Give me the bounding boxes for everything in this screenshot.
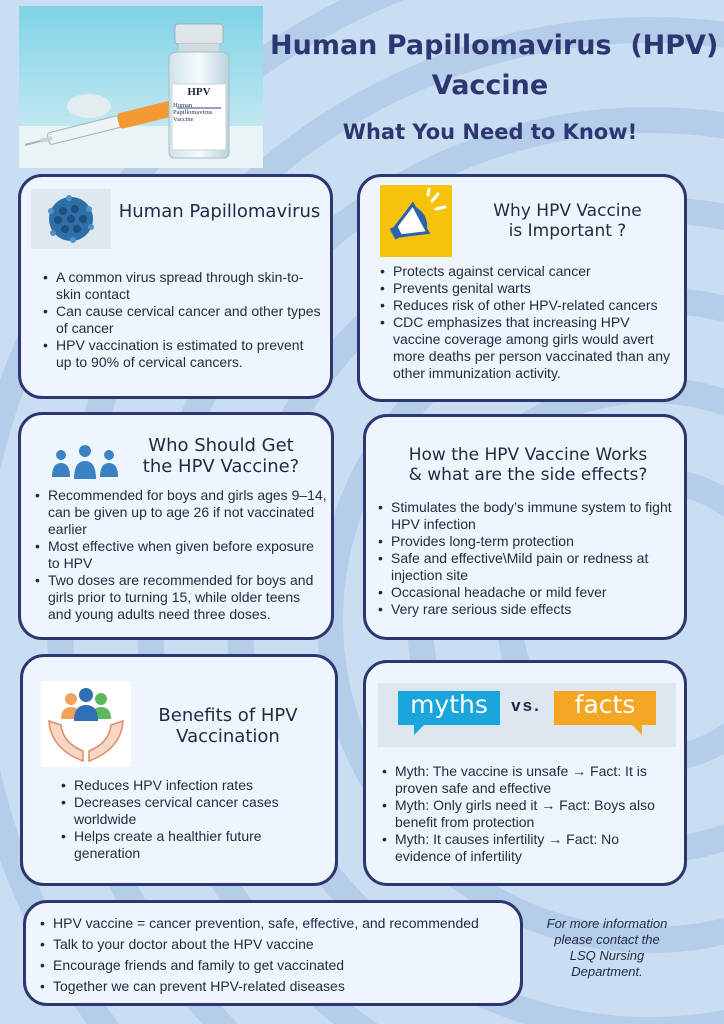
list-item: • Reduces risk of other HPV-related cancers (380, 297, 680, 314)
card-title (460, 201, 675, 241)
card-who-should-get (18, 412, 334, 640)
card-summary (23, 900, 523, 1006)
card-human-papillomavirus (18, 174, 333, 399)
vial-label-line: Vaccine (173, 116, 194, 123)
list-item: • Encourage friends and family to get vaccinated (40, 955, 520, 976)
vial-label-line: Papillomavirus (173, 109, 213, 116)
title-line-1: Human Papillomavirus (HPV) (270, 30, 719, 61)
list-item: • Myth: The vaccine is unsafe → Fact: It is proven safe and effective (382, 763, 672, 797)
contact-line: LSQ Nursing (569, 948, 645, 963)
list-item: • Prevents genital warts (380, 280, 680, 297)
virus-icon (31, 189, 111, 249)
facts-label: facts (574, 690, 636, 719)
megaphone-icon (380, 185, 452, 257)
card-title-line: How the HPV Vaccine Works (408, 445, 648, 465)
list-item: • Recommended for boys and girls ages 9–14, can be given up to age 26 if not vaccinated earlier (35, 487, 327, 538)
card-title-line: is Important ? (508, 221, 627, 241)
card-list (378, 499, 686, 618)
group-people-icon (49, 441, 121, 481)
list-item: • Two doses are recommended for boys and girls prior to turning 15, while older teens and young adults need three doses. (35, 572, 327, 623)
list-item: • CDC emphasizes that increasing HPV vaccine coverage among girls would avert more deaths per person vaccinated than any other immunization activity. (380, 314, 680, 382)
card-how-it-works (363, 414, 687, 640)
card-title (376, 445, 680, 485)
card-list (35, 487, 327, 623)
list-item: • Very rare serious side effects (378, 601, 686, 618)
page-subtitle: What You Need to Know! (342, 120, 638, 144)
card-title-line: Why HPV Vaccine (493, 201, 642, 221)
vs-label: vs. (511, 696, 541, 715)
card-title-line: & what are the side effects? (408, 465, 648, 485)
card-why-important (357, 174, 687, 402)
contact-line: please contact the (554, 932, 660, 947)
contact-line: Department. (571, 964, 643, 979)
myths-label: myths (410, 690, 488, 719)
card-title-line: Benefits of HPV (158, 705, 298, 726)
list-item: • HPV vaccination is estimated to prevent up to 90% of cervical cancers. (43, 337, 321, 371)
list-item: • Protects against cervical cancer (380, 263, 680, 280)
list-item: • Myth: It causes infertility → Fact: No evidence of infertility (382, 831, 672, 865)
list-item: • Decreases cervical cancer cases worldwide (61, 794, 327, 828)
list-item: • A common virus spread through skin-to-skin contact (43, 269, 321, 303)
title-line-2: Vaccine (431, 70, 549, 101)
card-title: Human Papillomavirus (118, 201, 321, 222)
card-benefits (20, 654, 338, 886)
list-item: • Together we can prevent HPV-related diseases (40, 976, 520, 997)
list-item: • Most effective when given before exposure to HPV (35, 538, 327, 572)
list-item: • HPV vaccine = cancer prevention, safe, effective, and recommended (40, 913, 520, 934)
hands-community-icon (41, 681, 131, 767)
card-title-line: Vaccination (176, 726, 280, 747)
contact-line: For more information (546, 916, 668, 931)
card-list (43, 269, 321, 371)
page-title (270, 26, 719, 144)
card-title-line: the HPV Vaccine? (142, 456, 300, 477)
list-item: • Can cause cervical cancer and other types of cancer (43, 303, 321, 337)
card-list (382, 763, 672, 865)
list-item: • Helps create a healthier future generation (61, 828, 327, 862)
vaccine-vial-image (19, 6, 263, 168)
vial-label-text (173, 86, 225, 123)
vial-label-hpv: HPV (187, 86, 211, 98)
list-item: • Occasional headache or mild fever (378, 584, 686, 601)
card-title (138, 705, 318, 747)
list-item: • Reduces HPV infection rates (61, 777, 327, 794)
list-item: • Myth: Only girls need it → Fact: Boys also benefit from protection (382, 797, 672, 831)
card-title (131, 435, 311, 477)
card-list (40, 913, 520, 997)
list-item: • Safe and effective\Mild pain or redness at injection site (378, 550, 686, 584)
list-item: • Stimulates the body’s immune system to fight HPV infection (378, 499, 686, 533)
card-list (61, 777, 327, 862)
contact-note (536, 916, 678, 980)
list-item: • Talk to your doctor about the HPV vaccine (40, 934, 520, 955)
card-list (380, 263, 680, 382)
card-title-line: Who Should Get (148, 435, 294, 456)
card-myths-facts (363, 660, 687, 886)
vial-label-line: Human (173, 102, 193, 109)
list-item: • Provides long-term protection (378, 533, 686, 550)
